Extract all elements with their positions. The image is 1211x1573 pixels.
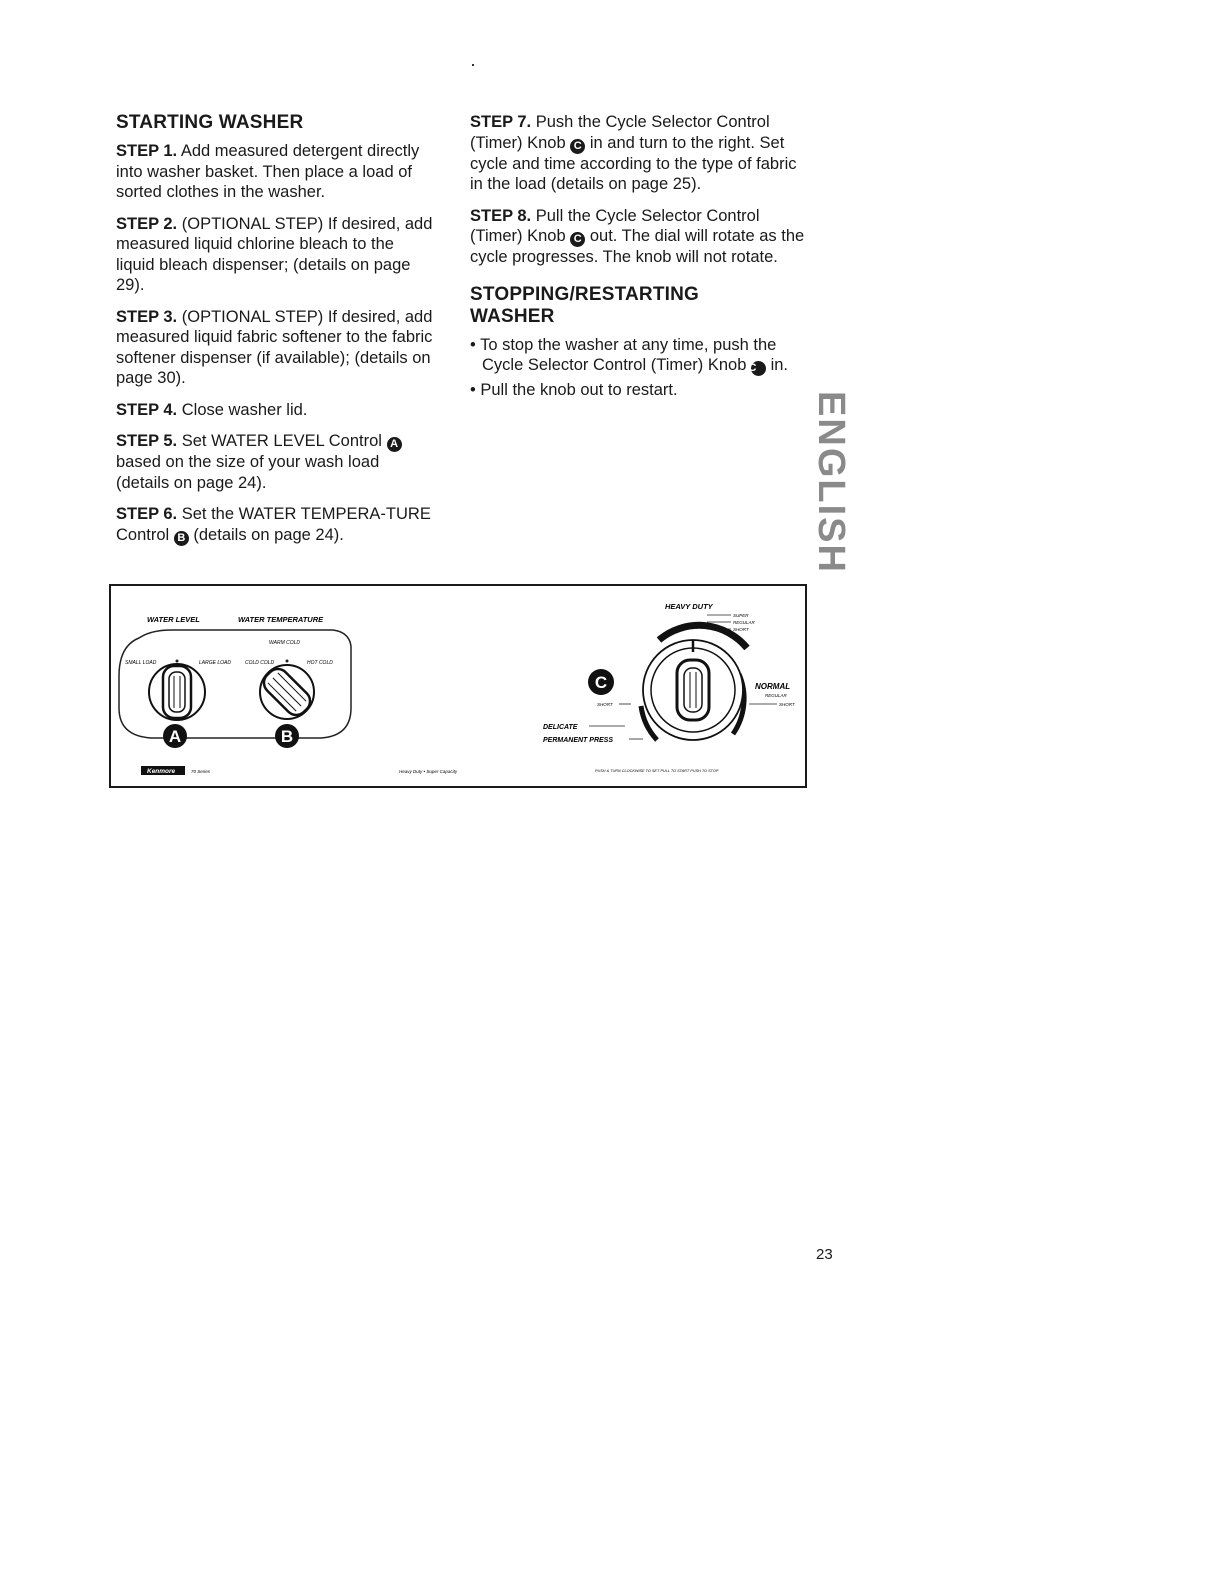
- permanent-press-label: PERMANENT PRESS: [543, 737, 614, 744]
- step-7: STEP 7. Push the Cycle Selector Control (Timer) Knob C in and turn to the right. Set cycle and time according to the type of fabric in the load (details on page 25).: [470, 113, 797, 193]
- callout-c-text: C: [594, 673, 608, 692]
- delicate-short-label: SHORT: [597, 702, 613, 707]
- callout-a-icon: A: [387, 437, 402, 452]
- page-number: 23: [816, 1246, 833, 1263]
- bullet-stop: • To stop the washer at any time, push the Cycle Selector Control (Timer) Knob C in.: [470, 335, 789, 374]
- step-3: STEP 3. (OPTIONAL STEP) If desired, add measured liquid fabric softener to the fabric softener dispenser (if available); (details on page 30).: [116, 307, 433, 387]
- section-heading-stopping: STOPPING/RESTARTING WASHER: [470, 283, 700, 327]
- hot-cold-label: HOT COLD: [307, 660, 333, 666]
- bullet-restart: • Pull the knob out to restart.: [470, 381, 678, 399]
- callout-a-text: A: [168, 727, 182, 746]
- step-5: STEP 5. Set WATER LEVEL Control A based on the size of your wash load (details on page 24).: [116, 431, 434, 493]
- step-1: STEP 1. Add measured detergent directly into washer basket. Then place a load of sorted clothes in the washer.: [116, 142, 420, 201]
- brand-logo-text: Kenmore: [147, 768, 176, 775]
- cold-cold-label: COLD COLD: [245, 660, 275, 666]
- regular-label: REGULAR: [733, 620, 755, 625]
- super-label: SUPER: [733, 613, 749, 618]
- instructions-label: PUSH & TURN CLOCKWISE TO SET PULL TO START PUSH TO STOP: [595, 769, 719, 773]
- control-panel-svg: [111, 586, 805, 786]
- large-load-label: LARGE LOAD: [199, 660, 231, 666]
- short-label: SHORT: [733, 627, 749, 632]
- small-load-label: SMALL LOAD: [125, 660, 157, 666]
- section-heading-starting: STARTING WASHER: [116, 112, 304, 133]
- callout-b-icon: B: [174, 531, 189, 546]
- callout-c-icon: C: [751, 361, 766, 376]
- temp-marker: [286, 660, 289, 663]
- series-label: 70 Series: [191, 769, 211, 774]
- water-level-knob-grip: [163, 666, 191, 718]
- left-column: [116, 112, 434, 557]
- language-tab: ENGLISH: [809, 390, 852, 574]
- step-8: STEP 8. Pull the Cycle Selector Control (Timer) Knob C out. The dial will rotate as the cycle progresses. The knob will not rotate.: [470, 206, 805, 266]
- normal-regular-label: REGULAR: [765, 693, 787, 698]
- step-2: STEP 2. (OPTIONAL STEP) If desired, add measured liquid chlorine bleach to the liquid bleach dispenser; (details on page 29).: [116, 214, 433, 294]
- water-level-marker: [176, 660, 179, 663]
- delicate-label: DELICATE: [543, 724, 578, 731]
- control-panel-illustration: [109, 584, 807, 788]
- step-4: STEP 4. Close washer lid.: [116, 400, 308, 419]
- water-level-label: WATER LEVEL: [147, 615, 200, 624]
- right-column: [470, 112, 810, 405]
- callout-c-icon: C: [570, 139, 585, 154]
- stray-dot: [472, 64, 474, 66]
- cycle-knob-grip: [677, 660, 709, 720]
- callout-b-text: B: [280, 727, 294, 746]
- tagline-label: Heavy Duty • Super Capacity: [399, 769, 458, 774]
- water-temp-label: WATER TEMPERATURE: [238, 615, 324, 624]
- heavy-duty-label: HEAVY DUTY: [665, 602, 713, 611]
- normal-label: NORMAL: [755, 682, 791, 691]
- step-6: STEP 6. Set the WATER TEMPERA-TURE Control B (details on page 24).: [116, 505, 431, 544]
- callout-c-icon: C: [570, 232, 585, 247]
- normal-short-label: SHORT: [779, 702, 795, 707]
- warm-cold-label: WARM COLD: [269, 640, 301, 646]
